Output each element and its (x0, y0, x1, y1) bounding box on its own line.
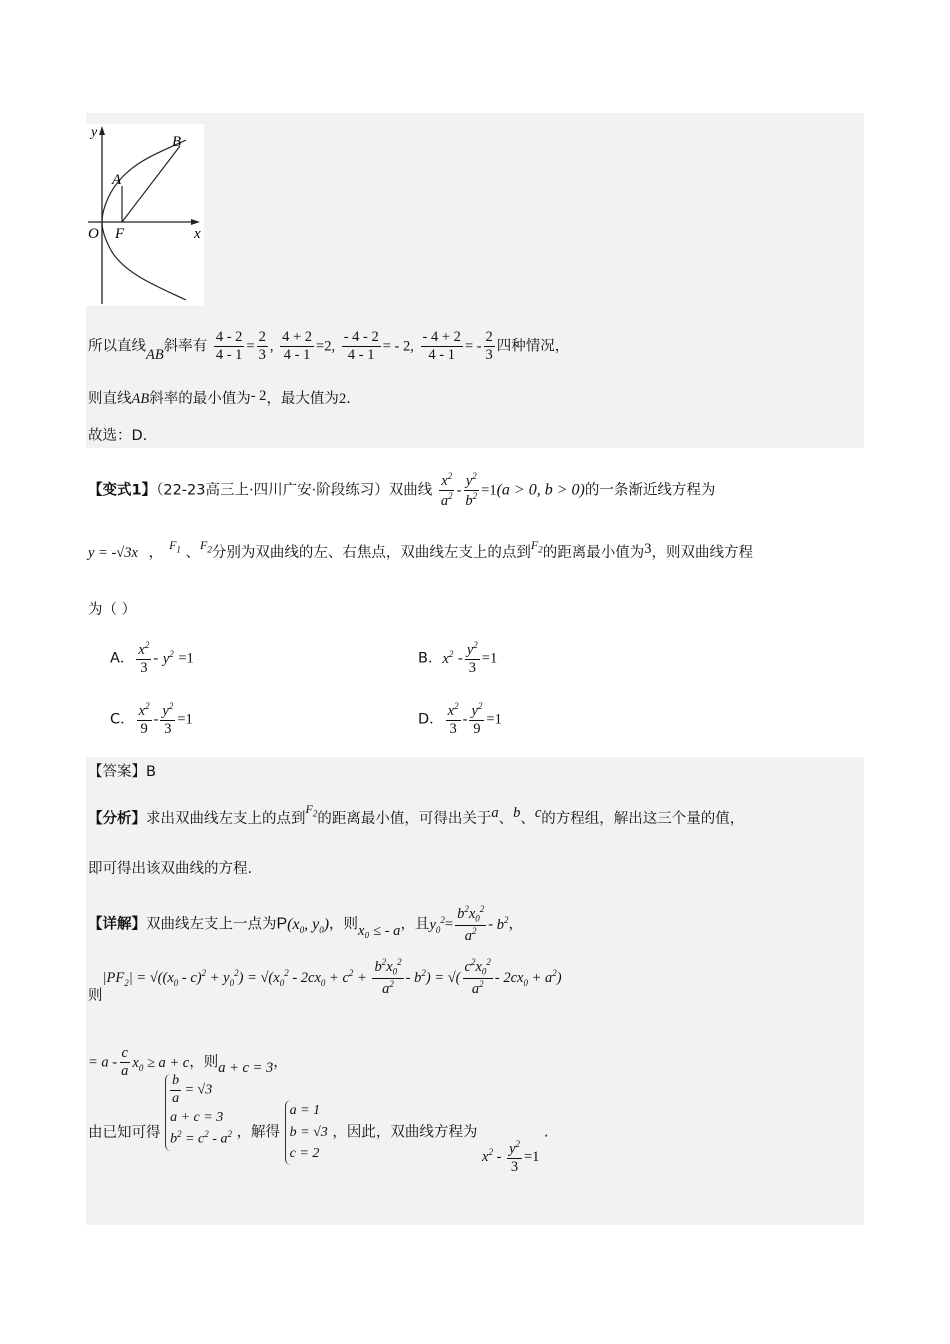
point-b-label: B (172, 134, 182, 150)
variant-source: （22-23高三上·四川广安·阶段练习）双曲线 (156, 482, 433, 499)
slope-mid: 斜率有 (163, 338, 208, 355)
f1-symbol: F1 (169, 538, 181, 555)
variant-tail: 的一条渐近线方程为 (584, 482, 716, 499)
ab-symbol-2: AB (131, 391, 150, 407)
variant-line-1: 【变式1】（22-23高三上·四川广安·阶段练习）双曲线 $\frac{x^2}{a^2}$ - $\frac{y^2}{b^2}$ =1(a > 0, b > 0)的一条渐近线方程为 (88, 471, 716, 509)
detail-line-2: 则$|PF_2| = √((x_0 - c)^2 + y_0^2) = √(x_0^2 - 2cx_0 + c^2$ + $\frac{b^2x_0^2}{a^2}$ - $b^2$) = √( $\frac{c^2x_0^2}{a^2}$ - $2cx_0 + a^2$) (88, 957, 562, 1004)
min-distance: 3 (644, 541, 652, 557)
ab-symbol: AB (146, 346, 164, 363)
hyperbola-y-term: $\frac{y^2}{b^2}$ (465, 471, 478, 509)
max-value: 2 (338, 391, 347, 407)
parabola-graph (86, 124, 204, 306)
option-b[interactable]: B．$x^2$ - $\frac{y^2}{3}$ =1 (418, 640, 498, 677)
variant-line-2: y = -√3x ， $^{F_1}$ 、$^{F_2}$分别为双曲线的左、右焦点，双曲线左支上的点到$^{F_2}$的距离最小值为3，则双曲线方程 (88, 538, 753, 561)
slope-line: 所以直线AB斜率有 $\frac{4 - 2}{4 - 1}$ = $\frac{2}{3}$ , $\frac{4 + 2}{4 - 1}$ =2, $\frac{- 4 - 2}{4 - 1}$ = - 2, $\frac{- 4 + 2}{4 - 1}$ = - $\frac{2}{3}$ 四种情况， (88, 329, 570, 364)
asymptote-eq: y = -√3x (88, 545, 138, 561)
variant-condition: (a > 0, b > 0) (496, 481, 585, 499)
slope-suffix: 四种情况， (496, 338, 570, 355)
hyperbola-x-term: $\frac{x^2}{a^2}$ (440, 471, 453, 509)
option-c[interactable]: C． $\frac{x^2}{9}$ - $\frac{y^2}{3}$ =1 (110, 701, 193, 738)
frac-3-val: = - 2, (382, 338, 414, 355)
analysis-line-1: 【分析】求出双曲线左支上的点到$^{F_2}$的距离最小值，可得出关于a、b、c的方程组，解出这三个量的值， (88, 802, 745, 827)
origin-label: O (88, 226, 99, 242)
frac-4-val: $\frac{2}{3}$ (485, 329, 493, 364)
frac-3: $\frac{- 4 - 2}{4 - 1}$ (343, 329, 379, 364)
frac-4: $\frac{- 4 + 2}{4 - 1}$ (422, 329, 461, 364)
choice-line: 故选：D. (88, 428, 148, 444)
answer-line: 【答案】B (88, 764, 156, 780)
frac-2-val: =2, (316, 338, 336, 355)
option-a[interactable]: A． $\frac{x^2}{3}$ - $y^2 =1$ (110, 640, 194, 677)
final-equation: $x^2$ - $\frac{y^2}{3}$ =1 (482, 1138, 540, 1175)
system-solution: a = 1 b = √3 c = 2 (285, 1100, 328, 1165)
parabola-svg (86, 124, 204, 306)
minmax-line: 则直线AB斜率的最小值为- 2，最大值为2. (88, 388, 351, 407)
system-known: $\frac{b}{a}$ = √3 a + c = 3 $b^2 = c^2 - a^2$ (165, 1074, 232, 1150)
slope-prefix: 所以直线 (88, 338, 146, 355)
variant-line-3: 为（ ） (88, 602, 137, 618)
min-value: - 2 (250, 388, 267, 404)
detail-line-4: 由已知可得 $\frac{b}{a}$ = √3 a + c = 3 $b^2 = c^2 - a^2$ ，解得 a = 1 b = √3 c = 2 ，因此，双曲线方程为 $x^2$ - $\frac{y^2}{3}$ =1 . (88, 1073, 549, 1175)
f2-symbol: F2 (200, 538, 212, 555)
frac-4-prefix: = - (464, 338, 482, 355)
option-d[interactable]: D． $\frac{x^2}{3}$ - $\frac{y^2}{9}$ =1 (418, 701, 502, 738)
y-axis-label: y (91, 125, 98, 140)
frac-2: $\frac{4 + 2}{4 - 1}$ (282, 329, 313, 364)
frac-1-val: $\frac{2}{3}$ (258, 329, 266, 364)
frac-1: $\frac{4 - 2}{4 - 1}$ (215, 329, 243, 364)
x-axis-label: x (194, 226, 201, 242)
detail-line-3: = a - $\frac{c}{a}$ $x_0 \ge a + c$，则a + c = 3， (88, 1045, 288, 1080)
focus-label: F (115, 226, 125, 242)
f2-symbol-2: F2 (530, 538, 543, 555)
variant-tag: 【变式1】 (88, 482, 157, 499)
analysis-line-2: 即可得出该双曲线的方程. (88, 861, 253, 877)
detail-line-1: 【详解】双曲线左支上一点为$P(x_0$, $y_0$)，则x₀ ≤ - a，且$y_0^2=$ $\frac{b^2x_0^2}{a^2}$ - $b^2$， (88, 904, 523, 944)
point-a-label: A (112, 172, 122, 188)
